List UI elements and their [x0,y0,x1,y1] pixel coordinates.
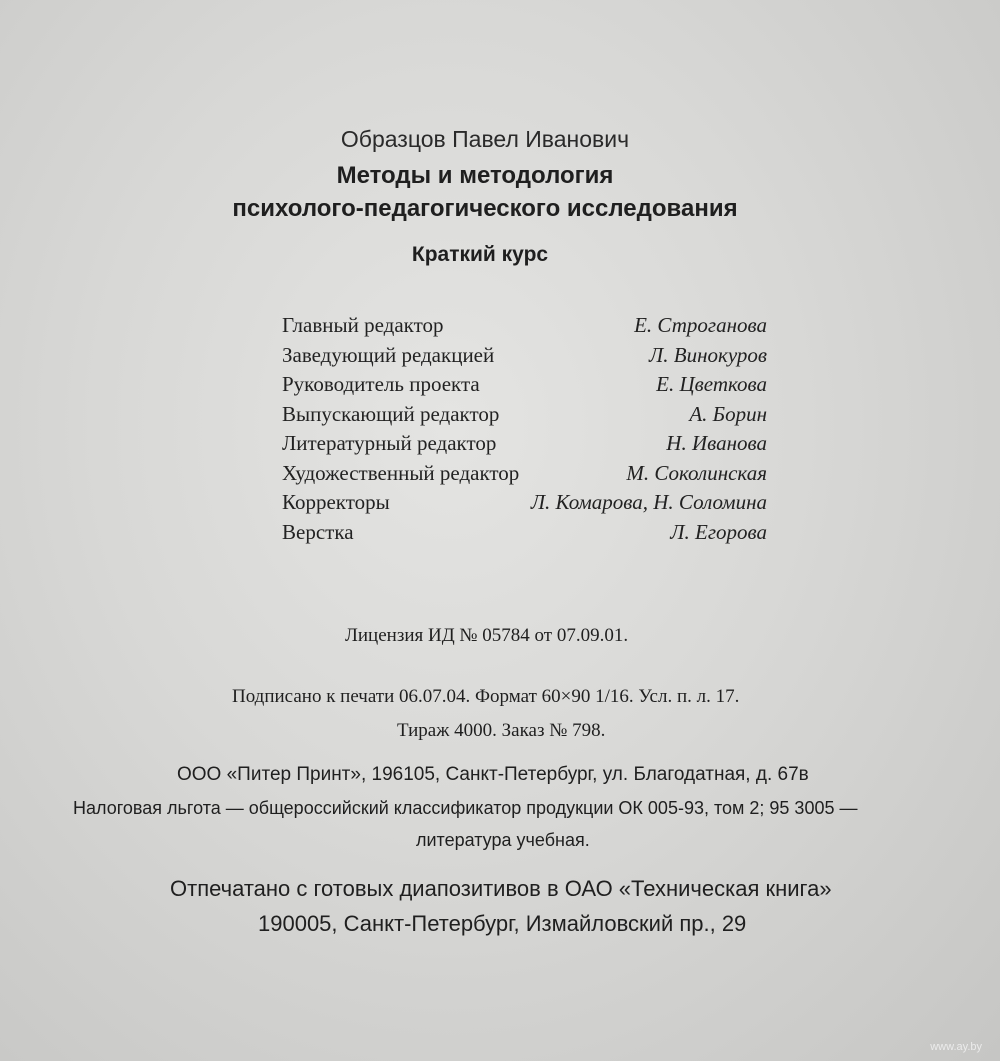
staff-row [282,429,767,459]
book-title-line-2: психолого-педагогического исследования [232,195,738,222]
publisher-address-line: ООО «Питер Принт», 196105, Санкт-Петербург, ул. Благодатная, д. 67в [177,764,809,785]
print-signed-line: Подписано к печати 06.07.04. Формат 60×90 1/16. Усл. п. л. 17. [232,686,740,707]
staff-row [282,341,767,371]
book-title-line-1: Методы и методология [336,162,614,189]
book-subtitle: Краткий курс [411,243,549,266]
author-name: Образцов Павел Иванович [340,126,630,152]
staff-name: М. Соколинская [626,460,767,485]
staff-role: Руководитель проекта [282,372,480,396]
staff-name: Л. Винокуров [649,342,767,367]
staff-role: Литературный редактор [282,431,497,455]
staff-role: Корректоры [282,490,390,514]
staff-role: Выпускающий редактор [282,401,500,426]
tax-exemption-line-2: литература учебная. [416,830,590,850]
staff-role: Главный редактор [282,313,444,337]
staff-name: Л. Егорова [670,519,767,544]
staff-row [282,518,767,548]
license-line: Лицензия ИД № 05784 от 07.09.01. [345,625,629,646]
staff-row [282,459,767,489]
staff-name: А. Борин [689,401,767,426]
printing-house-line-1: Отпечатано с готовых диапозитивов в ОАО «Техническая книга» [170,876,832,901]
staff-row [282,488,767,518]
staff-role: Заведующий редакцией [282,342,495,367]
staff-name: Н. Иванова [666,431,767,455]
editorial-staff-list [282,311,767,547]
staff-role: Верстка [282,519,354,544]
staff-row [282,370,767,400]
printing-house-line-2: 190005, Санкт-Петербург, Измайловский пр., 29 [258,911,747,936]
staff-row [282,311,767,341]
staff-name: Л. Комарова, Н. Соломина [530,490,767,514]
tax-exemption-line-1: Налоговая льгота — общероссийский классификатор продукции ОК 005-93, том 2; 95 3005 — [73,798,858,818]
staff-name: Е. Строганова [634,313,767,337]
staff-role: Художественный редактор [282,460,520,485]
staff-name: Е. Цветкова [656,372,767,396]
site-watermark: www.ay.by [930,1041,982,1053]
print-run-line: Тираж 4000. Заказ № 798. [397,720,606,741]
staff-row [282,400,767,430]
